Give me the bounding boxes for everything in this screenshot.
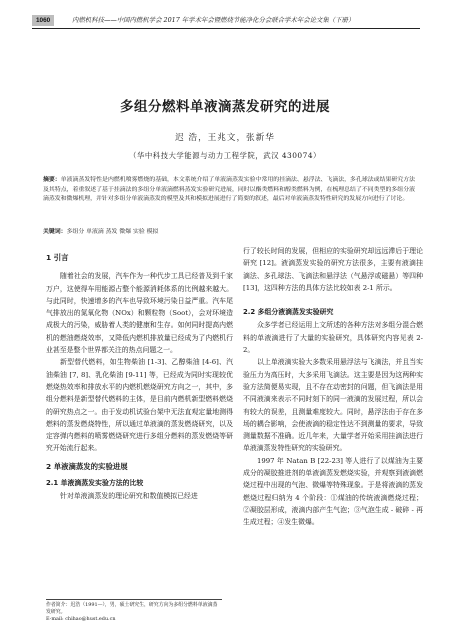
- journal-line: 内燃机科技——中国内燃机学会 2017 年学术年会暨燃烧节能净化分会联合学术年会论文集（下册）: [72, 16, 355, 24]
- page-number: 1060: [32, 15, 54, 26]
- running-header: [32, 14, 420, 29]
- keywords: [43, 227, 415, 237]
- paragraph: 新型替代燃料，如生物柴油 [1-3]、乙醇柴油 [4-6]、汽油柴油 [7, 8]、乳化柴油 [9-11] 等，已经成为同时实现较优燃烧热效率和排放水平的内燃机燃烧研究方向之一，其中，多组分燃料是新型替代燃料的主体，是目前内燃机新型燃料燃烧的研究热点之一。由于发动机试验台架中无法直观定量地测得燃料的蒸发燃烧特性，所以通过单液滴的蒸发燃烧研究，以及定容弹内燃料的喷雾燃烧研究进行多组分燃料的蒸发燃烧等研究开始流行起来。: [46, 358, 233, 453]
- author-footnote: [46, 599, 222, 624]
- paragraph: 行了较长时间的发展，但相应的实验研究却远远滞后于理论研究 [12]。液滴蒸发实验的研究方法很多，主要有液滴挂滴法、多孔球法、飞滴法和悬浮法（气悬浮或磁悬）等四种 [13]，这四种方法的具体方法比较如表 2-1 所示。: [243, 247, 423, 292]
- author-email: E-mail: chihao@hust.edu.cn: [46, 616, 116, 623]
- subsection-heading-methods: 2.1 单液滴蒸发实验方法的比较: [46, 479, 144, 488]
- left-column: [46, 246, 233, 503]
- keywords-label: 关键词：: [43, 228, 67, 235]
- paper-title: 多组分燃料单液滴蒸发研究的进展: [120, 99, 330, 115]
- authors: 迟 浩，王兆文，张新华: [175, 133, 275, 143]
- author-bio: 作者简介：迟浩（1991—），男，硕士研究生，研究方向为多组分燃料单液滴蒸发研究。: [46, 602, 218, 616]
- paragraph: 针对单液滴蒸发的理论研究和数值模拟已经进: [60, 492, 198, 501]
- abstract-label: 摘要：: [43, 176, 61, 183]
- paragraph: 众多学者已经运用上文所述的各种方法对多组分混合燃料的单液滴进行了大量的实验研究，具体研究内容见表 2-2。: [243, 321, 423, 355]
- section-heading-experiments: 2 单液滴蒸发的实验进展: [46, 461, 128, 471]
- abstract: [43, 175, 415, 205]
- paragraph: 1997 年 Natan B [22-23] 等人进行了以煤油为主要成分的凝胶推进剂的单液滴蒸发燃烧实验，并观察到液滴燃烧过程中出现的气泡、微爆等特殊现象。于是将液滴的蒸发燃烧过程归纳为 4 个阶段：①煤油的传统液滴燃烧过程；②凝胶层形成，液滴内部产生气泡；③气泡生成 - 破碎 - 再生成过程；④发生微爆。: [243, 456, 423, 527]
- paragraph: 以上单液滴实验大多数采用悬浮法与飞滴法，并且当实验压力为高压时，大多采用飞滴法。这主要是因为这两种实验方法简便易实现，且不存在动密封的问题，但飞滴法是用不同液滴来表示不同时刻下的同一液滴的发展过程，所以会有较大的误差，且测量难度较大。同时，悬浮法由于存在多场的耦合影响，会使液滴的稳定性达不到测量的要求，导致测量数据不准确。近几年来，大量学者开始采用挂滴法进行单液滴蒸发特性研究的实验研究。: [243, 358, 423, 453]
- abstract-text: 单液滴蒸发特性是内燃机喷雾燃烧的基础，本文系统介绍了单液滴蒸发实验中常用的挂滴法、悬浮法、飞滴法，多孔球法或结果研究方法及其特点，着重叙述了基于挂滴法的多组分单液滴燃料蒸发实验研究进展，同时以酯类燃料和醇类燃料为例，在梳理总结了不同类型的多组分液滴蒸发和微爆机理，并针对多组分单液滴蒸发的模型及其和模拟进展进行了简要的叙述，最后对单液滴蒸发特性研究的发展方向进行了讨论。: [43, 177, 416, 203]
- section-heading-intro: 1 引言: [46, 253, 69, 262]
- keywords-text: 多组分 单液滴 蒸发 微爆 实验 模拟: [66, 229, 159, 235]
- affiliation: （华中科技大学能源与动力工程学院，武汉 430074）: [129, 151, 321, 160]
- paragraph: 随着社会的发展，汽车作为一种代步工具已经普及到千家万户，这使得车用能源占整个能源消耗体系的比例越来越大。与此同时，快速增多的汽车也导致环境污染日益严重。汽车尾气排放出的氮氧化物（NOx）和颗粒物（Soot），会对环境造成极大的污染，威胁着人类的健康和生存。如何同时提高内燃机的燃油燃烧效率，又降低内燃机排放量已经成为了内燃机行业甚至是整个世界都关注的热点问题之一。: [46, 272, 233, 355]
- right-column: [243, 245, 423, 529]
- subsection-heading-multicomponent: 2.2 多组分液滴蒸发实验研究: [243, 308, 334, 317]
